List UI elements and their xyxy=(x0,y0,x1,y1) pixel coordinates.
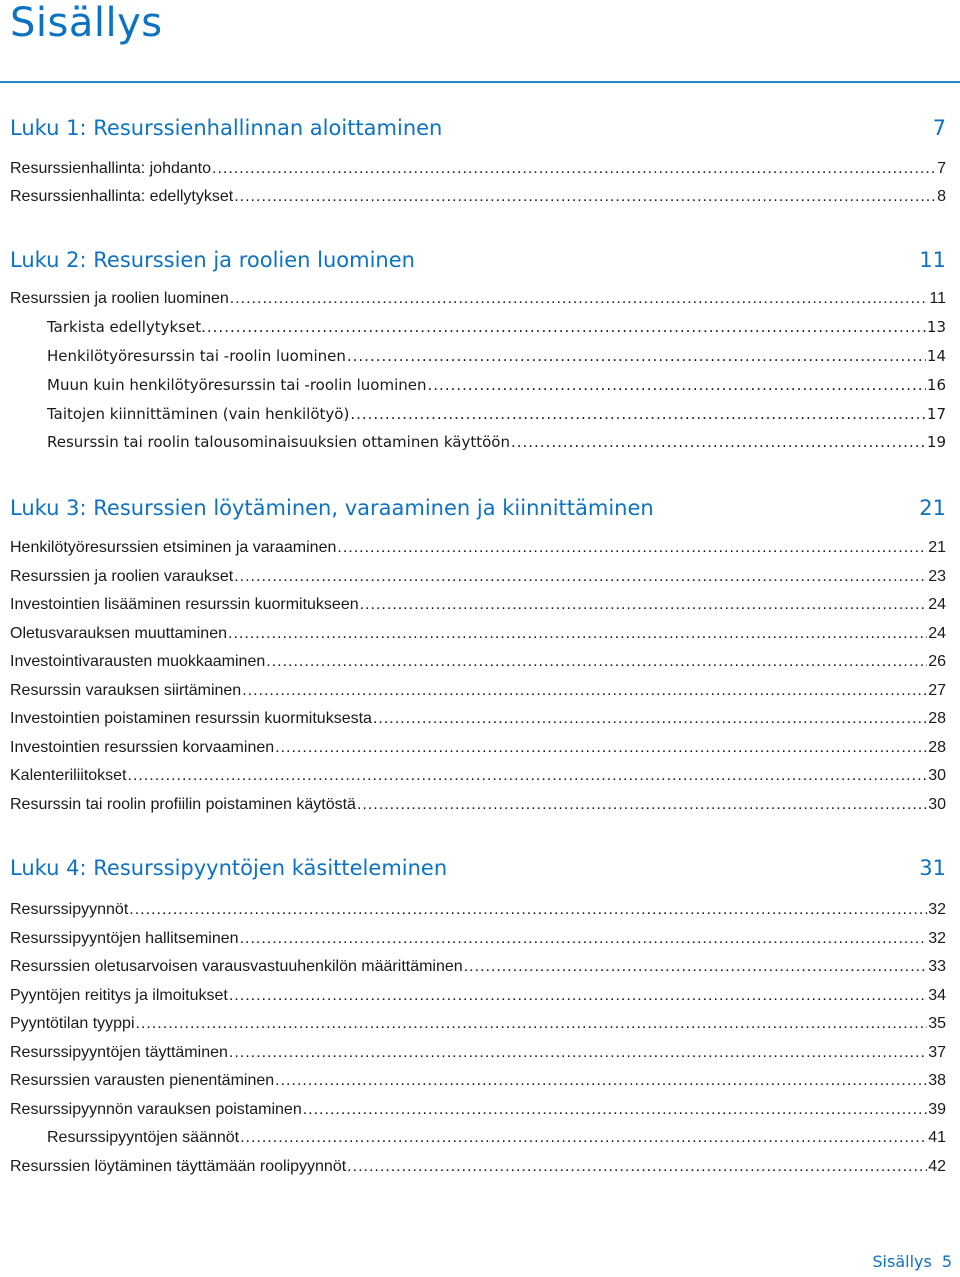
dot-leader xyxy=(350,405,926,423)
toc-entry[interactable] xyxy=(10,710,946,728)
chapter-title: Luku 1: Resurssienhallinnan aloittaminen xyxy=(10,116,443,140)
chapter-title: Luku 4: Resurssipyyntöjen käsitteleminen xyxy=(10,856,448,880)
dot-leader xyxy=(207,318,926,336)
dot-leader xyxy=(357,796,927,814)
toc-entry-title: Resurssienhallinta: johdanto xyxy=(10,160,212,177)
chapter-page-number: 11 xyxy=(919,248,946,272)
toc-entry-title: Resurssien ja roolien varaukset xyxy=(10,568,234,585)
toc-entry-page-number: 30 xyxy=(928,767,946,784)
toc-entry-page-number: 42 xyxy=(928,1158,946,1175)
chapter-page-number: 7 xyxy=(932,116,946,140)
dot-leader xyxy=(337,539,927,557)
toc-entry-title: Pyyntöjen reititys ja ilmoitukset xyxy=(10,987,228,1004)
toc-entry-page-number: 28 xyxy=(928,739,946,756)
toc-entry[interactable] xyxy=(10,539,946,557)
dot-leader xyxy=(275,739,927,757)
footer-page-number: 5 xyxy=(941,1252,952,1271)
toc-entry-title: Investointien poistaminen resurssin kuormituksesta xyxy=(10,710,372,727)
title-divider xyxy=(0,81,960,83)
toc-entry[interactable] xyxy=(10,901,946,919)
toc-entry[interactable] xyxy=(10,290,946,308)
toc-entry-title: Resurssin tai roolin talousominaisuuksien ottaminen käyttöön xyxy=(47,433,510,451)
dot-leader xyxy=(128,767,928,785)
page-title: Sisällys xyxy=(10,0,163,46)
toc-entry-page-number: 8 xyxy=(937,188,946,205)
chapter-heading[interactable] xyxy=(10,856,946,880)
toc-entry-page-number: 35 xyxy=(928,1015,946,1032)
toc-entry-page-number: 32 xyxy=(928,901,946,918)
toc-entry-page-number: 16 xyxy=(926,376,946,394)
toc-entry-page-number: 30 xyxy=(928,796,946,813)
toc-entry-page-number: 38 xyxy=(928,1072,946,1089)
toc-entry-page-number: 14 xyxy=(926,347,946,365)
chapter-page-number: 31 xyxy=(919,856,946,880)
toc-entry-title: Resurssipyyntöjen säännöt xyxy=(47,1129,240,1146)
toc-entry[interactable] xyxy=(10,682,946,700)
dot-leader xyxy=(303,1101,927,1119)
dot-leader xyxy=(240,930,928,948)
toc-entry-page-number: 26 xyxy=(928,653,946,670)
toc-entry[interactable] xyxy=(47,347,946,365)
toc-entry[interactable] xyxy=(10,1158,946,1176)
toc-entry[interactable] xyxy=(10,1101,946,1119)
dot-leader xyxy=(234,568,927,586)
chapter-heading[interactable] xyxy=(10,116,946,140)
toc-entry[interactable] xyxy=(10,958,946,976)
toc-entry-title: Investointien lisääminen resurssin kuormitukseen xyxy=(10,596,359,613)
toc-entry[interactable] xyxy=(10,930,946,948)
dot-leader xyxy=(240,1129,927,1147)
dot-leader xyxy=(136,1015,928,1033)
dot-leader xyxy=(234,188,936,206)
dot-leader xyxy=(347,347,926,365)
toc-entry-title: Resurssipyynnön varauksen poistaminen xyxy=(10,1101,302,1118)
chapter-title: Luku 2: Resurssien ja roolien luominen xyxy=(10,248,415,272)
toc-entry[interactable] xyxy=(10,1044,946,1062)
toc-entry-title: Investointivarausten muokkaaminen xyxy=(10,653,266,670)
toc-entry-title: Resurssipyyntöjen täyttäminen xyxy=(10,1044,228,1061)
toc-entry-title: Henkilötyöresurssien etsiminen ja varaaminen xyxy=(10,539,337,556)
toc-entry-page-number: 7 xyxy=(937,160,946,177)
dot-leader xyxy=(242,682,927,700)
toc-entry-title: Resurssipyynnöt xyxy=(10,901,129,918)
toc-entry-page-number: 17 xyxy=(926,405,946,423)
toc-entry-page-number: 21 xyxy=(928,539,946,556)
page-footer xyxy=(862,1252,952,1271)
toc-entry-title: Muun kuin henkilötyöresurssin tai -roolin luominen xyxy=(47,376,427,394)
toc-entry[interactable] xyxy=(10,568,946,586)
toc-entry[interactable] xyxy=(10,596,946,614)
toc-entry[interactable] xyxy=(10,739,946,757)
dot-leader xyxy=(228,625,927,643)
toc-entry[interactable] xyxy=(47,376,946,394)
dot-leader xyxy=(511,433,926,451)
toc-entry-page-number: 13 xyxy=(926,318,946,336)
toc-entry-page-number: 33 xyxy=(928,958,946,975)
toc-entry-title: Resurssien ja roolien luominen xyxy=(10,290,229,307)
chapter-heading[interactable] xyxy=(10,496,946,520)
dot-leader xyxy=(230,290,929,308)
dot-leader xyxy=(266,653,927,671)
toc-entry-title: Taitojen kiinnittäminen (vain henkilötyö) xyxy=(47,405,350,423)
toc-entry-title: Investointien resurssien korvaaminen xyxy=(10,739,275,756)
toc-entry-page-number: 24 xyxy=(928,625,946,642)
toc-entry-page-number: 28 xyxy=(928,710,946,727)
toc-entry-title: Tarkista edellytykset. xyxy=(47,318,206,336)
toc-entry-title: Henkilötyöresurssin tai -roolin luominen xyxy=(47,347,346,365)
dot-leader xyxy=(464,958,928,976)
toc-entry[interactable] xyxy=(10,987,946,1005)
toc-entry-title: Resurssin varauksen siirtäminen xyxy=(10,682,242,699)
dot-leader xyxy=(212,160,936,178)
toc-entry-page-number: 41 xyxy=(928,1129,946,1146)
dot-leader xyxy=(229,987,927,1005)
toc-entry-page-number: 23 xyxy=(928,568,946,585)
toc-entry-title: Kalenteriliitokset xyxy=(10,767,127,784)
toc-entry-title: Resurssipyyntöjen hallitseminen xyxy=(10,930,239,947)
toc-entry[interactable] xyxy=(47,433,946,451)
chapter-title: Luku 3: Resurssien löytäminen, varaaminen ja kiinnittäminen xyxy=(10,496,654,520)
toc-entry-page-number: 37 xyxy=(928,1044,946,1061)
toc-entry-title: Resurssien oletusarvoisen varausvastuuhenkilön määrittäminen xyxy=(10,958,463,975)
chapter-heading[interactable] xyxy=(10,248,946,272)
dot-leader xyxy=(360,596,928,614)
dot-leader xyxy=(229,1044,927,1062)
toc-entry[interactable] xyxy=(47,318,946,336)
toc-entry-title: Resurssin tai roolin profiilin poistaminen käytöstä xyxy=(10,796,356,813)
footer-label: Sisällys xyxy=(872,1252,932,1271)
toc-entry[interactable] xyxy=(47,1129,946,1147)
chapter-page-number: 21 xyxy=(919,496,946,520)
toc-entry-page-number: 19 xyxy=(926,433,946,451)
toc-entry[interactable] xyxy=(10,796,946,814)
toc-entry[interactable] xyxy=(10,653,946,671)
toc-entry-title: Resurssienhallinta: edellytykset xyxy=(10,188,234,205)
dot-leader xyxy=(428,376,926,394)
toc-entry[interactable] xyxy=(10,625,946,643)
toc-entry[interactable] xyxy=(10,1072,946,1090)
toc-entry[interactable] xyxy=(10,160,946,178)
toc-entry[interactable] xyxy=(10,767,946,785)
toc-entry[interactable] xyxy=(10,188,946,206)
toc-entry[interactable] xyxy=(47,405,946,423)
toc-entry[interactable] xyxy=(10,1015,946,1033)
toc-entry-title: Oletusvarauksen muuttaminen xyxy=(10,625,227,642)
dot-leader xyxy=(275,1072,927,1090)
toc-entry-page-number: 39 xyxy=(928,1101,946,1118)
toc-entry-title: Pyyntötilan tyyppi xyxy=(10,1015,135,1032)
toc-entry-page-number: 24 xyxy=(928,596,946,613)
toc-entry-title: Resurssien varausten pienentäminen xyxy=(10,1072,275,1089)
toc-entry-page-number: 32 xyxy=(928,930,946,947)
dot-leader xyxy=(373,710,927,728)
toc-entry-page-number: 27 xyxy=(928,682,946,699)
dot-leader xyxy=(129,901,927,919)
toc-entry-title: Resurssien löytäminen täyttämään roolipyynnöt xyxy=(10,1158,347,1175)
toc-entry-page-number: 11 xyxy=(929,290,946,307)
dot-leader xyxy=(347,1158,927,1176)
toc-entry-page-number: 34 xyxy=(928,987,946,1004)
